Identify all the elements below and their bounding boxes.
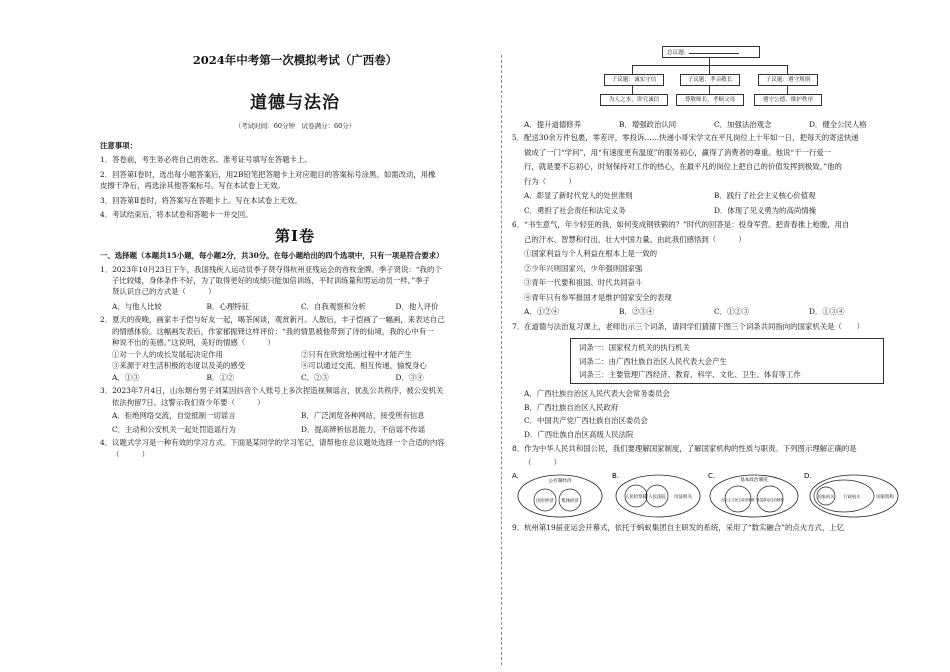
exam-title: 2024年中考第一次模拟考试（广西卷） (192, 53, 398, 67)
q8-fig-c-label: C. (708, 472, 716, 481)
q3-line: 3．2023年7月4日，山东烟台男子刘某因抖音个人账号上多次捏造视频谣言，扰乱公共秩序，被公安机关 (100, 386, 444, 396)
q7-option-c[interactable]: C．中国共产党广西壮族自治区委员会 (524, 416, 648, 426)
q8-a-inner-2: 集体经济 (561, 499, 579, 505)
q6-statement: ②少年兴则国家兴，少年强则国家强 (524, 263, 643, 273)
connector (787, 85, 788, 94)
q1-option-a[interactable]: A．与他人比较 (112, 301, 162, 311)
q8-d-inner-1: 国家机关 (817, 494, 835, 500)
q6-line: 己的汗水、智慧和付出，壮大中国力量。由此我们感悟到（ ） (524, 234, 746, 244)
q2-option-b[interactable]: B．①② (206, 372, 235, 382)
q5-option-a[interactable]: A．彰显了新时代党人的处世准则 (524, 191, 633, 201)
q2-options (100, 372, 490, 383)
q1-option-c[interactable]: C．自我观察和分析 (301, 301, 366, 311)
q1-option-d[interactable]: D．他人评价 (395, 301, 439, 311)
q8-d-outer-text: 国家机构 (876, 495, 894, 501)
exam-info: （考试时间：60分钟 试卷满分：60分） (234, 122, 356, 130)
question-8 (512, 443, 904, 520)
connector (709, 85, 710, 94)
q4-option-a[interactable]: A．提升道德修养 (524, 120, 582, 129)
q2-option-c[interactable]: C．②③ (301, 372, 329, 382)
q8-option-d[interactable] (810, 475, 898, 517)
q2-statement: ③来源于对生活积极的态度以及美的感受 (112, 361, 246, 371)
q3-options-row (100, 424, 490, 435)
q4-option-b[interactable]: B．增强政治认同 (619, 120, 677, 129)
q1-line: 子比较矮，身体条件不好，为了取得更好的成绩只能加倍训练，平时训练量和男运动员一样。”季子 (112, 276, 430, 285)
q8-a-inner-1: 国有经济 (536, 499, 554, 505)
question-5 (512, 132, 904, 216)
q5-options-row (512, 190, 904, 201)
q8-b-outer-text: 司法机关 (673, 495, 693, 501)
q4-leaf-1: 为人之本，讲究诚信 (600, 94, 668, 106)
q8-option-a[interactable] (518, 475, 602, 517)
q4-root-label: 总议题： (667, 50, 690, 56)
q6-statement: ①国家利益与个人利益在根本上是一致的 (524, 249, 658, 259)
volume-title: 第Ⅰ卷 (274, 226, 316, 245)
q4-sub-2: 子议题：孝亲敬长 (680, 74, 740, 86)
q8-c-top-text: 基本政治制度 (740, 478, 768, 484)
q2-statement: ④可以通过交流、相互传递，愉悦身心 (301, 361, 427, 371)
q5-line: 5．配送30余万件包裹，零差评，零投诉……快递小哥宋学文在平凡岗位上十年如一日，把每天的寄送快递 (512, 133, 859, 143)
q8-option-b[interactable] (616, 475, 700, 517)
q7-option-d[interactable]: D．广西壮族自治区高级人民法院 (524, 429, 634, 439)
q1-option-b[interactable]: B．心理特征 (206, 301, 249, 311)
q2-line: 种说不出的美感。”这说明，美好的情感（ ） (112, 338, 275, 348)
connector (709, 57, 710, 65)
q4-sub-1: 子议题：诚实守信 (604, 74, 664, 86)
q3-line: 依法拘留7日。这警示我们青少年要（ ） (112, 397, 265, 407)
q6-line: 6．“书生意气，年少轻狂的我，如何变成钢铁锻的？”时代的回答是：投身军营。把青春推上枪膛，用自 (512, 220, 850, 230)
question-3 (100, 385, 490, 435)
note-2: 2．回答第Ⅰ卷时，选出每小题答案后，用2B铅笔把答题卡上对应题目的答案标号涂黑。如需改动，用橡 (100, 169, 436, 179)
q5-option-b[interactable]: B．践行了社会主义核心价值观 (714, 191, 816, 201)
q3-option-c[interactable]: C．主动和公安机关一起处罚造谣行为 (112, 424, 236, 434)
q6-option-d[interactable]: D．①③④ (809, 307, 845, 317)
note-4: 4．考试结束后，将本试卷和答题卡一并交回。 (100, 210, 253, 220)
q4-option-c[interactable]: C．加强法治观念 (714, 120, 772, 129)
q8-fig-d-label: D. (804, 472, 812, 481)
q6-option-a[interactable]: A．①②④ (524, 307, 559, 317)
column-divider (501, 55, 502, 665)
q4-options (512, 119, 904, 130)
q1-options (100, 301, 490, 312)
q8-a-outer-text: 公有制经济 (548, 479, 572, 485)
question-1 (100, 264, 490, 313)
q2-statements-row (100, 360, 490, 371)
question-6 (512, 219, 904, 317)
connector (632, 85, 633, 94)
notes-block (100, 140, 490, 460)
question-4 (100, 437, 490, 460)
q8-b-inner-1: 人民检察院 (625, 495, 647, 501)
q7-option-a[interactable]: A．广西壮族自治区人民代表大会常务委员会 (524, 389, 670, 399)
q4-option-d[interactable]: D．健全公民人格 (809, 120, 867, 129)
q9-line: 9．杭州第19届亚运会开幕式，依托于蚂蚁集团自主研发的系统，采用了“数实融合”的点火方式，上亿 (512, 523, 845, 533)
question-2 (100, 314, 490, 383)
q3-option-b[interactable]: B．广泛浏览各种网站，接受所有信息 (301, 411, 425, 421)
q7-entries-box (570, 338, 884, 384)
q8-fig-a-label: A. (512, 472, 519, 481)
q8-fig-b-label: B. (612, 472, 620, 481)
note-1: 1．答卷前，考生务必将自己的姓名、准考证号填写在答题卡上。 (100, 155, 312, 165)
q3-option-a[interactable]: A．拒绝网络交流，自觉抵制一切谣言 (112, 411, 236, 421)
q6-statement: ④青年只有参军报国才是维护国家安全的表现 (524, 292, 672, 302)
q4-leaf-3: 遵守公德，维护秩序 (754, 94, 822, 106)
q8-figures (512, 470, 904, 520)
connector (632, 65, 633, 74)
q5-option-c[interactable]: C．勇担了社会责任和法定义务 (524, 205, 626, 215)
q4-sub-3: 子议题：遵守规则 (758, 74, 818, 86)
note-3: 3．回答第Ⅱ卷时，将答案写在答题卡上。写在本试卷上无效。 (100, 195, 302, 205)
q5-option-d[interactable]: D．体现了见义勇为的高尚情操 (714, 205, 817, 215)
q4-line: （ ） (112, 449, 149, 459)
q5-options-row (512, 205, 904, 216)
q6-statement: ③青年一代要和祖国、时代共同奋斗 (524, 278, 643, 288)
q4-root-box (662, 46, 760, 58)
q1-line: 1．2023年10月23日下午，我国残疾人运动员季子贤夺得杭州亚残运会的首枚金牌。季子贤说：“我的个 (100, 264, 442, 274)
q8-line: （ ） (524, 457, 561, 467)
connector (787, 65, 788, 74)
q3-options-row (100, 410, 490, 421)
connector (709, 65, 710, 74)
q6-option-c[interactable]: C．①②③ (714, 307, 750, 317)
q8-b-inner-2: 人民法院 (648, 495, 666, 501)
q2-statement: ①对一个人的成长发展起决定作用 (112, 349, 223, 359)
q2-line: 的情感体验。这幅画发表后，作家郁振铎这样评价：“我的情思被他带到了诗的仙境，我的心中有一 (112, 326, 434, 336)
q3-option-d[interactable]: D．提高辨析信息能力，不信谣不传谣 (301, 424, 426, 434)
q2-line: 2．夏天的夜晚，画家丰子恺与好友一起，喝茶闲谈，观赏新月。人散后，丰子恺画了一幅画，来表达自己 (100, 315, 445, 325)
q5-line: 做成了一门“学问”，用“有速度更有温度”的服务初心，赢得了消费者的尊重。他说“干一行爱一 (524, 147, 832, 157)
q5-line: 行，就是要不忘初心，时刻保持对工作的热心，在最平凡的岗位上把自己的价值发挥到极致。”他的 (524, 162, 842, 172)
q8-d-inner-2: 行政机关 (843, 494, 861, 500)
q4-line: 4．议题式学习是一种有效的学习方式。下面是某同学的学习笔记，请帮他在总议题处选择一个合适的内容 (100, 438, 445, 448)
q6-option-b[interactable]: B．②③④ (619, 307, 654, 317)
q7-line: 7．在道德与法治复习课上，老师出示三个词条，请同学们猜猜下图三个词条共同指向的国家机关是（ ） (512, 321, 865, 331)
q5-line: 行为（ ） (524, 176, 576, 186)
q8-line: 8．作为中华人民共和国公民，我们要理解国家制度，了解国家机构的性质与职责。下列图示理解正确的是 (512, 444, 857, 454)
q2-statement: ②只有在欣赏绘画过程中才能产生 (301, 349, 412, 359)
q8-option-c[interactable] (710, 475, 798, 517)
q7-entry: 词条三：主要管理广西经济、教育、科学、文化、卫生、体育等工作 (579, 369, 801, 379)
q1-line: 贤认识自己的方式是（ ） (112, 287, 216, 297)
subject-title: 道德与法治 (250, 93, 340, 113)
q4-diagram (512, 46, 904, 118)
q2-option-d[interactable]: D．③④ (395, 372, 424, 382)
q7-entry: 词条一：国家权力机关的执行机关 (579, 343, 690, 353)
section-heading: 一、选择题（本题共15小题，每小题2分，共30分。在每小题给出的四个选项中，只有一项是符合要求） (100, 251, 444, 261)
right-column (512, 0, 904, 534)
q2-option-a[interactable]: A．①③ (112, 372, 140, 382)
notes-heading: 注意事项： (100, 141, 137, 150)
q6-options (512, 306, 904, 317)
q2-statements-row (100, 349, 490, 360)
q8-figures-svg (512, 470, 904, 520)
question-7 (512, 321, 904, 441)
question-9 (512, 522, 904, 533)
q7-option-b[interactable]: B．广西壮族自治区人民政府 (524, 402, 619, 412)
note-2-cont: 皮擦干净后，再选涂其他答案标号。写在本试卷上无效。 (100, 181, 285, 191)
q8-c-inner-2: 基层群众自治制度 (756, 498, 784, 503)
q8-c-inner-1: 社会主义民主政治制度 (721, 498, 755, 503)
q4-leaf-2: 尊敬师长，孝顺父母 (676, 94, 744, 106)
q7-entry: 词条二：由广西壮族自治区人民代表大会产生 (579, 356, 727, 366)
